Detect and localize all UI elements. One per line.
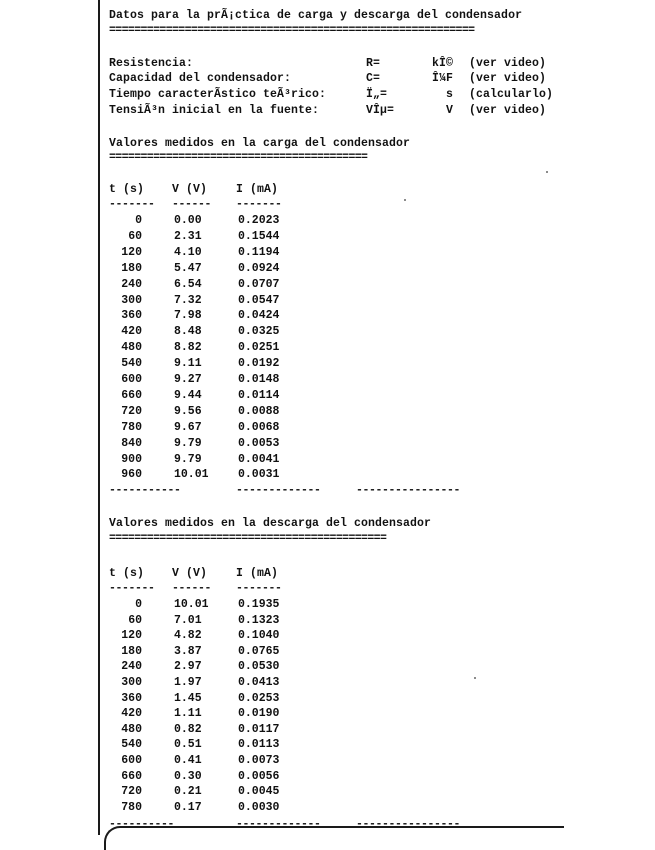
cell-voltage: 0.00 <box>174 214 202 227</box>
cell-voltage: 5.47 <box>174 261 202 275</box>
cell-current: 0.0114 <box>238 388 280 402</box>
cell-time: 0 <box>135 214 142 227</box>
cell-time: 660 <box>121 769 142 783</box>
charge-col-t-dashes: ------- <box>109 198 155 211</box>
cell-current: 0.0707 <box>238 277 280 291</box>
cell-current: 0.1323 <box>238 613 280 627</box>
cell-time: 600 <box>121 754 142 767</box>
scan-speck <box>546 171 548 173</box>
cell-time: 360 <box>121 691 142 705</box>
cell-time: 0 <box>135 598 142 611</box>
param-symbol: C= <box>366 72 381 85</box>
param-note: (ver video) <box>469 72 547 85</box>
param-label: Resistencia: <box>109 57 194 70</box>
cell-voltage: 9.56 <box>174 404 202 418</box>
charge-heading: Valores medidos en la carga del condensador <box>109 137 411 150</box>
discharge-col-t: t (s) <box>109 567 145 580</box>
cell-time: 720 <box>121 785 142 799</box>
cell-voltage: 0.82 <box>174 722 202 736</box>
cell-current: 0.0325 <box>238 325 280 339</box>
page-left-border <box>98 0 100 835</box>
title-rule: ========================================================== <box>109 24 475 37</box>
param-symbol: VÎµ= <box>366 104 395 117</box>
cell-current: 0.1040 <box>238 629 280 643</box>
cell-current: 0.0924 <box>238 261 280 275</box>
cell-voltage: 7.32 <box>174 293 202 307</box>
cell-voltage: 9.67 <box>174 420 202 434</box>
cell-time: 720 <box>121 404 142 418</box>
cell-voltage: 2.97 <box>174 660 202 674</box>
cell-current: 0.0251 <box>238 341 280 355</box>
cell-current: 0.0073 <box>238 754 280 767</box>
cell-voltage: 9.79 <box>174 452 202 466</box>
scan-margin <box>0 0 98 848</box>
cell-voltage: 8.48 <box>174 325 202 339</box>
cell-current: 0.0113 <box>238 738 280 752</box>
cell-voltage: 9.79 <box>174 436 202 450</box>
cell-current: 0.0041 <box>238 452 280 466</box>
cell-current: 0.1935 <box>238 598 280 611</box>
cell-time: 60 <box>128 229 142 243</box>
cell-voltage: 7.01 <box>174 613 202 627</box>
cell-voltage: 10.01 <box>174 468 209 482</box>
param-label: TensiÃ³n inicial en la fuente: <box>109 104 320 117</box>
cell-time: 240 <box>121 277 142 291</box>
param-note: (ver video) <box>469 104 547 117</box>
param-symbol: Ï„= <box>366 88 388 101</box>
charge-col-v-dashes: ------ <box>172 198 212 211</box>
cell-voltage: 2.31 <box>174 229 202 243</box>
cell-voltage: 4.10 <box>174 245 202 259</box>
cell-current: 0.2023 <box>238 214 280 227</box>
cell-time: 300 <box>121 676 142 689</box>
cell-time: 840 <box>121 436 142 450</box>
cell-current: 0.0053 <box>238 436 280 450</box>
cell-time: 780 <box>121 420 142 434</box>
cell-current: 0.0030 <box>238 800 280 814</box>
cell-time: 600 <box>121 373 142 386</box>
param-note: (calcularlo) <box>469 88 554 101</box>
charge-col-t: t (s) <box>109 183 145 196</box>
param-symbol: R= <box>366 57 381 70</box>
discharge-col-i: I (mA) <box>236 567 279 580</box>
cell-current: 0.0190 <box>238 707 280 721</box>
cell-time: 180 <box>121 261 142 275</box>
cell-time: 660 <box>121 388 142 402</box>
cell-current: 0.0056 <box>238 769 280 783</box>
cell-time: 900 <box>121 452 142 466</box>
cell-current: 0.0031 <box>238 468 280 482</box>
cell-time: 360 <box>121 309 142 323</box>
cell-current: 0.0413 <box>238 676 280 689</box>
charge-col-v: V (V) <box>172 183 208 196</box>
discharge-footer-dashes-1: ---------- <box>109 818 175 831</box>
cell-time: 120 <box>121 245 142 259</box>
cell-voltage: 9.44 <box>174 388 202 402</box>
cell-voltage: 3.87 <box>174 644 202 658</box>
discharge-heading: Valores medidos en la descarga del condensador <box>109 517 432 530</box>
cell-voltage: 1.97 <box>174 676 202 689</box>
charge-footer-dashes-1: ----------- <box>109 484 181 497</box>
scan-speck <box>404 199 406 201</box>
charge-heading-rule: ========================================= <box>109 151 368 164</box>
scan-speck <box>474 677 476 679</box>
cell-current: 0.0530 <box>238 660 280 674</box>
cell-voltage: 0.41 <box>174 754 202 767</box>
cell-current: 0.0765 <box>238 644 280 658</box>
cell-time: 540 <box>121 738 142 752</box>
cell-current: 0.0424 <box>238 309 280 323</box>
cell-time: 240 <box>121 660 142 674</box>
cell-current: 0.0192 <box>238 357 280 371</box>
cell-time: 420 <box>121 325 142 339</box>
cell-voltage: 1.45 <box>174 691 202 705</box>
param-note: (ver video) <box>469 57 547 70</box>
cell-current: 0.0148 <box>238 373 280 386</box>
cell-voltage: 0.21 <box>174 785 202 799</box>
cell-time: 960 <box>121 468 142 482</box>
discharge-col-i-dashes: ------- <box>236 582 282 595</box>
charge-footer-dashes-3: ---------------- <box>356 484 461 497</box>
discharge-footer-dashes-3: ---------------- <box>356 818 461 831</box>
param-unit: s <box>446 88 454 101</box>
cell-time: 480 <box>121 722 142 736</box>
param-label: Tiempo caracterÃstico teÃ³rico: <box>109 88 327 101</box>
cell-voltage: 0.30 <box>174 769 202 783</box>
cell-voltage: 9.27 <box>174 373 202 386</box>
cell-current: 0.1194 <box>238 245 280 259</box>
cell-time: 60 <box>128 613 142 627</box>
cell-time: 780 <box>121 800 142 814</box>
cell-voltage: 10.01 <box>174 598 209 611</box>
cell-current: 0.0547 <box>238 293 280 307</box>
cell-time: 120 <box>121 629 142 643</box>
discharge-col-v: V (V) <box>172 567 208 580</box>
charge-col-i: I (mA) <box>236 183 279 196</box>
cell-voltage: 9.11 <box>174 357 202 371</box>
cell-voltage: 1.11 <box>174 707 202 721</box>
cell-current: 0.0088 <box>238 404 280 418</box>
cell-current: 0.0045 <box>238 785 280 799</box>
cell-voltage: 7.98 <box>174 309 202 323</box>
cell-current: 0.0068 <box>238 420 280 434</box>
cell-time: 480 <box>121 341 142 355</box>
cell-time: 420 <box>121 707 142 721</box>
cell-current: 0.0117 <box>238 722 280 736</box>
cell-voltage: 0.17 <box>174 800 202 814</box>
param-unit: Î¼F <box>432 72 454 85</box>
discharge-footer-dashes-2: ------------- <box>236 818 321 831</box>
cell-time: 540 <box>121 357 142 371</box>
cell-time: 300 <box>121 293 142 307</box>
discharge-col-v-dashes: ------ <box>172 582 212 595</box>
cell-voltage: 8.82 <box>174 341 202 355</box>
cell-voltage: 6.54 <box>174 277 202 291</box>
charge-footer-dashes-2: ------------- <box>236 484 321 497</box>
discharge-heading-rule: ============================================ <box>109 532 387 545</box>
cell-voltage: 4.82 <box>174 629 202 643</box>
page-title: Datos para la prÃ¡ctica de carga y descarga del condensador <box>109 9 523 22</box>
cell-current: 0.0253 <box>238 691 280 705</box>
discharge-col-t-dashes: ------- <box>109 582 155 595</box>
cell-time: 180 <box>121 644 142 658</box>
param-unit: kÎ© <box>432 57 454 70</box>
cell-voltage: 0.51 <box>174 738 202 752</box>
charge-col-i-dashes: ------- <box>236 198 282 211</box>
cell-current: 0.1544 <box>238 229 280 243</box>
param-unit: V <box>446 104 454 117</box>
param-label: Capacidad del condensador: <box>109 72 292 85</box>
